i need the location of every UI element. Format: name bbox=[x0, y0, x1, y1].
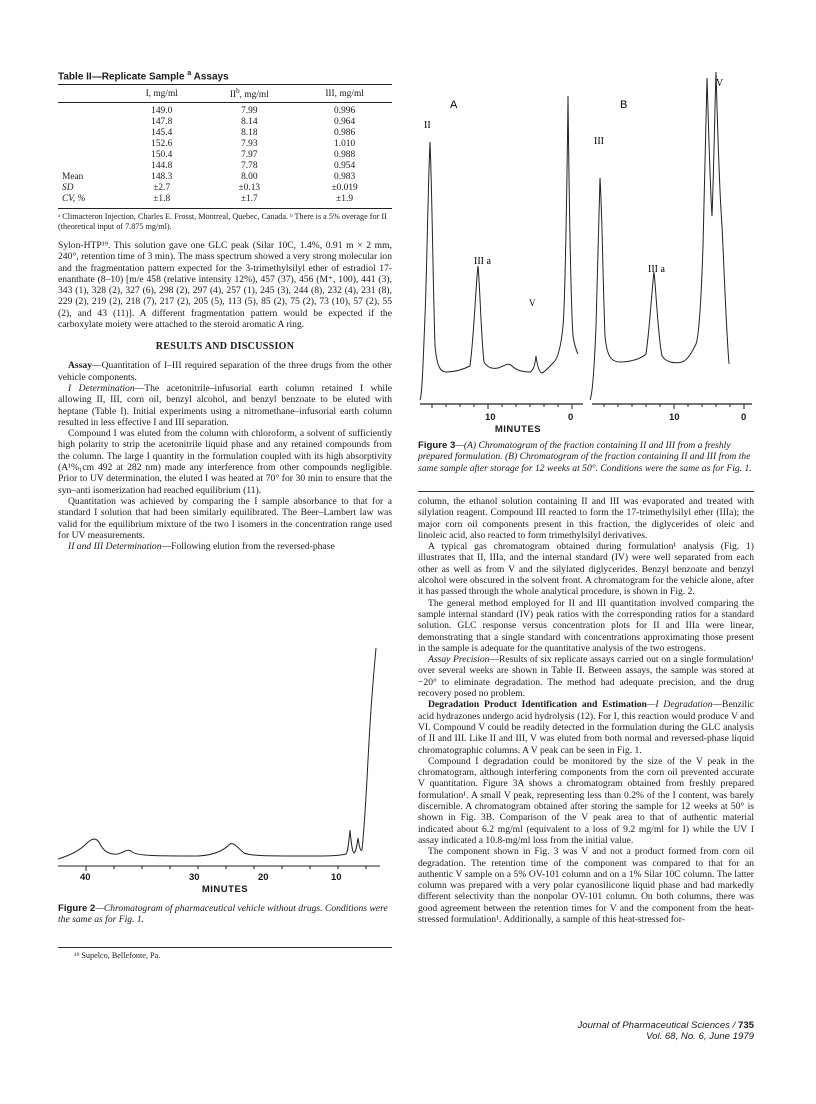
table-cell: 8.18 bbox=[241, 128, 258, 139]
table-cell: 0.986 bbox=[334, 128, 356, 139]
figure-2-tick-20: 20 bbox=[258, 872, 269, 883]
footnote-divider bbox=[58, 947, 392, 948]
table-row bbox=[58, 183, 392, 194]
table-footnote: ᵃ Climacteron Injection, Charles E. Frosst, Montreal, Quebec, Canada. ᵇ There is a 5% overage for II (theoretical input of 7.875 mg/ml). bbox=[58, 212, 387, 232]
figure-3-tick-a-0: 0 bbox=[568, 412, 574, 423]
table-cell: SD bbox=[62, 183, 74, 194]
table-cell: 7.99 bbox=[241, 106, 258, 117]
table-cell: CV, % bbox=[58, 194, 122, 209]
table-cell: 0.983 bbox=[334, 172, 356, 183]
table-title: Table II—Replicate Sample $^a$ Assays bbox=[58, 70, 229, 83]
table-cell: 0.964 bbox=[334, 117, 356, 128]
table-cell: 152.6 bbox=[151, 139, 173, 150]
table-cell: 148.3 bbox=[151, 172, 173, 183]
table-header-blank bbox=[58, 85, 122, 103]
figure-2-chromatogram bbox=[58, 640, 392, 880]
footnote-19: ¹⁹ Supelco, Bellefonte, Pa. bbox=[74, 951, 161, 960]
table-row bbox=[58, 172, 392, 183]
table-cell: 147.8 bbox=[151, 117, 173, 128]
table-cell: 7.97 bbox=[241, 150, 258, 161]
figure-2-x-label: MINUTES bbox=[201, 884, 249, 895]
table-cell: 7.78 bbox=[241, 161, 258, 172]
table-cell bbox=[58, 103, 122, 118]
figure-3-x-label: MINUTES bbox=[494, 424, 542, 435]
figure-3-tick-b-10: 10 bbox=[669, 412, 680, 423]
table-cell: ±1.9 bbox=[297, 194, 392, 209]
paragraph-i-determination: I Determination—The acetonitrile–infusorial earth column retained I while allowing II, III, corn oil, benzyl alcohol, and benzyl benzoate to be eluted with heptane (Table I). Initial experiments using a nitromethane–infusorial earth column resulted in less effective I and III separation. bbox=[58, 382, 392, 428]
table-cell: ±1.8 bbox=[122, 194, 201, 209]
paragraph-assay: Assay—Quantitation of I–III required separation of the three drugs from the other vehicle components. bbox=[58, 360, 392, 383]
table-cell bbox=[58, 161, 122, 172]
figure-2-tick-30: 30 bbox=[189, 872, 200, 883]
table-header-ii: $II^b$, mg/ml bbox=[201, 85, 297, 103]
figure-3-panel-b-label: B bbox=[620, 99, 628, 111]
table-row bbox=[58, 161, 392, 172]
figure-2-tick-40: 40 bbox=[80, 872, 91, 883]
paragraph-component-v: The component shown in Fig. 3 was V and not a product formed from corn oil degradation. The retention time of the component was compared to that for an authentic V sample on a 5% OV-101 column and on a 1% Silar 10C column. The latter column was prepared with a very polar cyanosilicone liquid phase and had markedly different selectivity than the nonpolar OV-101 column. On both columns, there was good agreement between the retention times for V and the component from the heat-stressed formulation¹. Additionally, a sample of this heat-stressed for- bbox=[418, 846, 754, 925]
table-row bbox=[58, 117, 392, 128]
figure-3-tick-b-0: 0 bbox=[741, 412, 747, 423]
table-row bbox=[58, 139, 392, 150]
table-row bbox=[58, 128, 392, 139]
figure-2-caption: Figure 2—Chromatogram of pharmaceutical vehicle without drugs. Conditions were the same as for Fig. 1. bbox=[58, 903, 388, 926]
peak-label-iii: III bbox=[594, 136, 604, 147]
journal-title: Journal of Pharmaceutical Sciences / 735 bbox=[577, 1020, 754, 1031]
peak-label-iiia-a: III a bbox=[474, 256, 491, 267]
figure-2-tick-labels bbox=[58, 872, 392, 884]
table-row bbox=[58, 194, 392, 209]
table-header-iii: III, mg/ml bbox=[297, 85, 392, 103]
table-cell bbox=[58, 128, 122, 139]
paragraph-sylon: Sylon-HTP¹⁹. This solution gave one GLC peak (Silar 10C, 1.4%, 0.91 m × 2 mm, 240°, retention time of 3 min). The mass spectrum showed a very strong molecular ion and the fragmentation pattern expected for the 3-trimethylsilyl ether of estradiol 17-enanthate (8–10) [m/e 458 (relative intensity 12%), 457 (37), 456 (M⁺, 100), 441 (3), 343 (1), 328 (2), 327 (6), 298 (2), 297 (4), 257 (1), 245 (3), 244 (8), 232 (4), 231 (8), 229 (2), 219 (2), 218 (7), 217 (2), 205 (5), 113 (5), 85 (2), 75 (2), 73 (10), 57 (2), 55 (2), and 43 (11)]. A different fragmentation pattern would be expected if the carboxylate moiety were attached to the steroid aromatic A ring. bbox=[58, 240, 392, 331]
table-cell: 144.8 bbox=[151, 161, 173, 172]
peak-label-v-b: V bbox=[716, 78, 724, 89]
paragraph-ii-iii-determination: II and III Determination—Following elution from the reversed-phase bbox=[68, 541, 335, 553]
figure-3a-trace bbox=[420, 96, 578, 400]
figure-3-tick-a-10: 10 bbox=[485, 412, 496, 423]
table-cell: Mean bbox=[62, 172, 84, 183]
table-row bbox=[58, 150, 392, 161]
table-cell: ±0.019 bbox=[331, 183, 358, 194]
paragraph-assay-precision: Assay Precision—Results of six replicate assays carried out on a single formulation¹ over several weeks are shown in Table II. Between assays, the sample was stored at −20° to eliminate degradation. The method had adequate precision, and the drug recovery posed no problem. bbox=[418, 654, 754, 700]
journal-footer bbox=[454, 1020, 754, 1042]
paragraph-compound-i-degradation: Compound I degradation could be monitored by the size of the V peak in the chromatogram, although interfering components from the corn oil prevented accurate V quantitation. Figure 3A shows a chromatogram obtained from freshly prepared formulation¹. A small V peak, representing less than 0.2% of the I content, was barely discernible. A chromatogram obtained after storing the sample for 12 weeks at 50° is shown in Fig. 3B. Comparison of the V peak area to that of authentic material indicated about 6.2 mg/ml (equivalent to a loss of 9.2 mg/ml for I) while the UV I assay indicated a 10.8-mg/ml loss from the initial value. bbox=[418, 755, 754, 846]
right-column-text bbox=[418, 496, 754, 925]
figure-2-ticks bbox=[86, 866, 366, 871]
table-cell: 7.93 bbox=[241, 139, 258, 150]
table-cell bbox=[58, 117, 122, 128]
table-row bbox=[58, 103, 392, 118]
figure-3-panel-a-label: A bbox=[450, 99, 458, 111]
table-header-row bbox=[58, 85, 392, 103]
figure-3-tick-labels bbox=[418, 412, 754, 424]
figure-2-tick-10: 10 bbox=[331, 872, 342, 883]
paragraph-quantitation: Quantitation was achieved by comparing the I sample absorbance to that for a standard I solution that had been similarly equilibrated. The Beer–Lambert law was valid for the equilibrium mixture of the two I isomers in the concentration range used for UV measurements. bbox=[58, 495, 392, 541]
replicate-assay-table bbox=[58, 84, 392, 209]
peak-label-v-a: V bbox=[529, 298, 536, 308]
figure-3b-trace bbox=[590, 72, 729, 400]
table-cell: 0.996 bbox=[334, 106, 356, 117]
table-cell bbox=[58, 150, 122, 161]
figure-3-caption: Figure 3—(A) Chromatogram of the fraction containing II and III from a freshly prepared formulation. (B) Chromatogram of the fraction containing II and III from the same sample after storage for 12 weeks at 50°. Conditions were the same as for Fig. 1. bbox=[418, 440, 752, 474]
table-header-i: I, mg/ml bbox=[122, 85, 201, 103]
paragraph-general-method: The general method employed for II and III quantitation involved comparing the sample internal standard (IV) peak ratios with the corresponding ratios for a standard solution. GLC response versus concentration plots for II and IIIa were linear, demonstrating that a single standard with concentrations approximating those present in the sample is adequate for the quantitative analysis of the two estrogens. bbox=[418, 597, 754, 654]
table-cell: 1.010 bbox=[334, 139, 356, 150]
table-cell: ±0.13 bbox=[238, 183, 261, 194]
figure-3-divider bbox=[418, 491, 754, 492]
paragraph-column-ethanol: column, the ethanol solution containing II and III was evaporated and treated with silylation reagent. Compound III reacted to form the 17-trimethylsilyl ether (IIIa); the major corn oil components present in this fraction, the diglycerides of oleic and linoleic acid, also reacted to form trimethylsilyl derivatives. bbox=[418, 496, 754, 541]
figure-3-chromatograms bbox=[418, 66, 754, 416]
figure-3-ticks bbox=[432, 404, 744, 409]
paragraph-degradation: Degradation Product Identification and Estimation—I Degradation—Benzilic acid hydrazones undergo acid hydrolysis (12). For I, this reaction would produce V and VI. Compound V could be readily detected in the formulation during the GLC analysis of II and III. Like II and III, V was eluted from both normal and reversed-phase liquid chromatographic columns. A V peak can be seen in Fig. 1. bbox=[418, 699, 755, 756]
table-cell: ±2.7 bbox=[153, 183, 171, 194]
table-ii bbox=[58, 70, 392, 232]
table-cell: ±1.7 bbox=[201, 194, 297, 209]
table-cell: 8.00 bbox=[241, 172, 258, 183]
table-cell: 149.0 bbox=[151, 106, 173, 117]
table-cell: 150.4 bbox=[151, 150, 173, 161]
table-cell: 145.4 bbox=[151, 128, 173, 139]
paragraph-compound-i-elution: Compound I was eluted from the column with chloroform, a solvent of sufficiently high polarity to strip the acetonitrile liquid phase and any retained compounds from the column. The large I quantity in the formulation coupled with its high absorptivity (A¹%₁cm 492 at 282 nm) made any interference from other compounds negligible. Prior to UV determination, the eluted I was heated at 70° for 30 min to ensure that the syn–anti isomerization had reached equilibrium (11). bbox=[58, 428, 392, 496]
peak-label-iiia-b: III a bbox=[648, 264, 665, 275]
table-cell: 0.954 bbox=[334, 161, 356, 172]
paragraph-typical-gc: A typical gas chromatogram obtained during formulation¹ analysis (Fig. 1) illustrates that II, IIIa, and the internal standard (IV) were well separated from each other as well as from V and the silylated diglycerides. Benzyl benzoate and benzyl alcohol were obscured in the solvent front. A chromatogram for the vehicle alone, after it has passed through the whole analytical procedure, is shown in Fig. 2. bbox=[418, 541, 754, 598]
table-cell: 8.14 bbox=[241, 117, 258, 128]
left-column-text bbox=[58, 240, 392, 552]
peak-label-ii: II bbox=[424, 120, 431, 131]
table-cell bbox=[58, 139, 122, 150]
figure-2-trace bbox=[58, 648, 376, 859]
section-heading-results: RESULTS AND DISCUSSION bbox=[155, 341, 295, 353]
journal-volume: Vol. 68, No. 6, June 1979 bbox=[646, 1031, 754, 1042]
table-cell: 0.988 bbox=[334, 150, 356, 161]
page-number: 735 bbox=[737, 1020, 754, 1031]
